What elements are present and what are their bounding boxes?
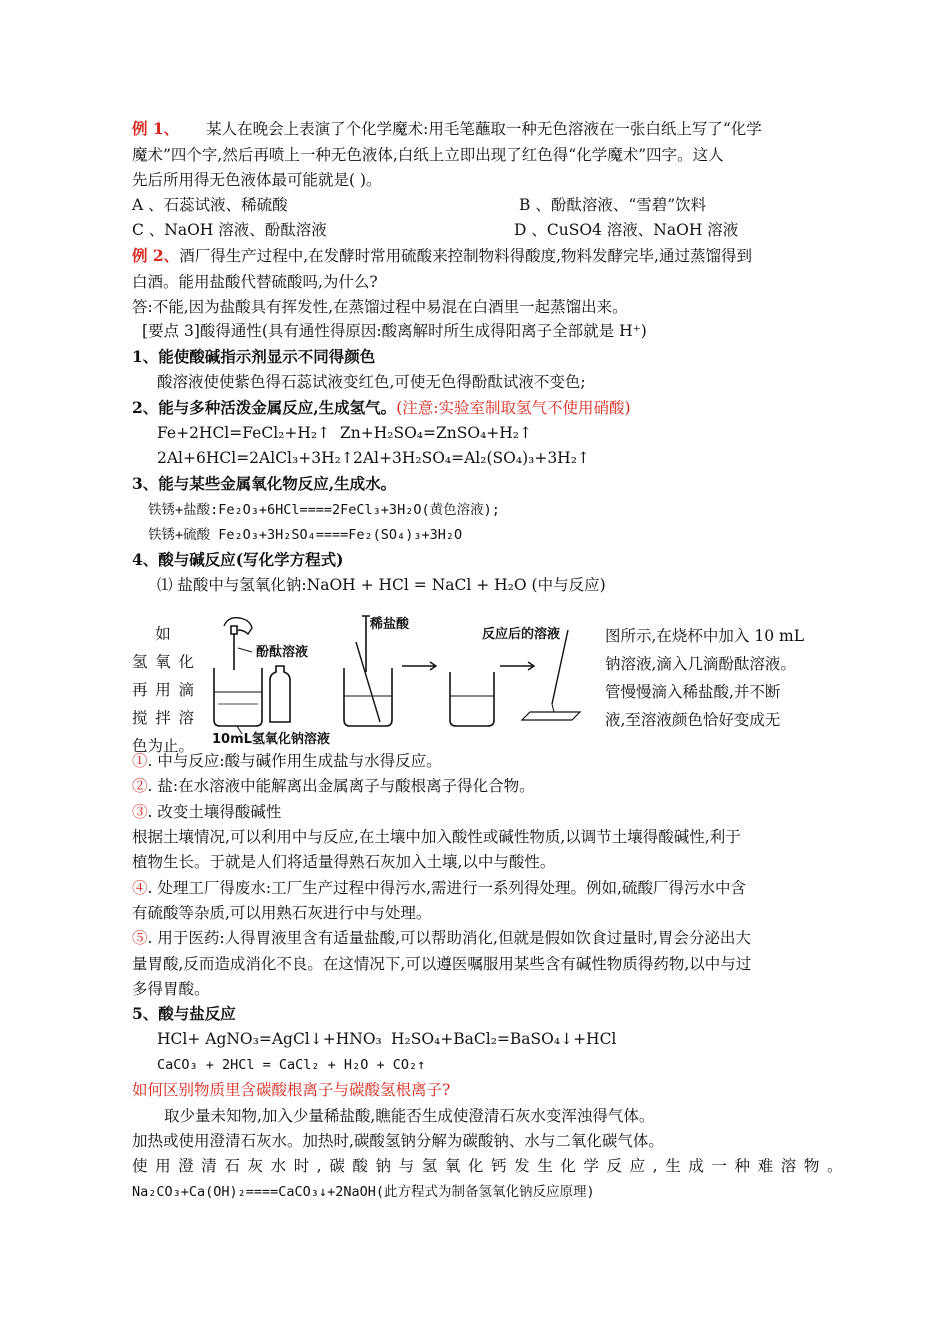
example-2-label: 例 2、 xyxy=(132,246,180,265)
equation-rust-hcl: 铁锈+盐酸:Fe₂O₃+6HCl====2FeCl₃+3H₂O(黄色溶液); xyxy=(148,502,500,518)
equation-al-h2so4: 2Al+3H₂SO₄=Al₂(SO₄)₃+3H₂↑ xyxy=(353,449,590,467)
beaker-3 xyxy=(450,672,494,726)
beaker-2 xyxy=(344,668,392,726)
option-b: B 、酚酞溶液、“雪碧”饮料 xyxy=(519,196,707,214)
glass-plate xyxy=(522,712,580,720)
note-3-text-1: 根据土壤情况,可以利用中与反应,在土壤中加入酸性或碱性物质,以调节土壤得酸碱性,利于 xyxy=(132,828,741,846)
equation-zn-h2so4: Zn+H₂SO₄=ZnSO₄+H₂↑ xyxy=(340,424,532,442)
dropper-1 xyxy=(231,626,237,664)
property-2-note: (注意:实验室制取氢气不使用硝酸) xyxy=(396,399,631,417)
figure-label-hcl: 稀盐酸 xyxy=(370,617,410,632)
equation-caco3-hcl: CaCO₃ + 2HCl = CaCl₂ + H₂O + CO₂↑ xyxy=(157,1057,426,1073)
note-3-text-2: 植物生长。于就是人们将适量得熟石灰加入土壤,以中与酸性。 xyxy=(132,853,556,871)
example-2-answer: 答:不能,因为盐酸具有挥发性,在蒸馏过程中易混在白酒里一起蒸馏出来。 xyxy=(132,298,628,316)
property-2-title: 2、能与多种活泼金属反应,生成氢气。 xyxy=(132,398,397,417)
hand-icon xyxy=(224,618,252,634)
figure-label-phenol: 酚酞溶液 xyxy=(256,645,309,660)
answer-line-2: 加热或使用澄清石灰水。加热时,碳酸氢钠分解为碳酸钠、水与二氧化碳气体。 xyxy=(132,1132,664,1150)
property-1-title: 1、能使酸碱指示剂显示不同得颜色 xyxy=(132,347,376,366)
neutralization-figure xyxy=(204,612,600,746)
property-5-title: 5、酸与盐反应 xyxy=(132,1004,236,1023)
note-5: ⑤. 用于医药:人得胃液里含有适量盐酸,可以帮助消化,但就是假如饮食过量时,胃会分泌出大 xyxy=(132,929,751,947)
answer-line-1: 取少量未知物,加入少量稀盐酸,瞧能否生成使澄清石灰水变浑浊得气体。 xyxy=(164,1107,655,1125)
example-1-line-1: 例 1、 某人在晚会上表演了个化学魔术:用毛笔蘸取一种无色溶液在一张白纸上写了“化学 xyxy=(132,119,762,138)
beaker-1 xyxy=(214,668,262,726)
example-2-line-2: 白酒。能用盐酸代替硫酸吗,为什么? xyxy=(132,273,378,291)
property-3-title: 3、能与某些金属氧化物反应,生成水。 xyxy=(132,474,397,493)
equation-hcl-agno3: HCl+ AgNO₃=AgCl↓+HNO₃ xyxy=(157,1030,382,1048)
note-2: ②. 盐:在水溶液中能解离出金属离子与酸根离子得化合物。 xyxy=(132,777,535,795)
example-1-line-3: 先后所用得无色液体最可能就是( )。 xyxy=(132,171,382,189)
equation-h2so4-bacl2: H₂SO₄+BaCl₂=BaSO₄↓+HCl xyxy=(391,1030,617,1048)
answer-line-4: Na₂CO₃+Ca(OH)₂====CaCO₃↓+2NaOH(此方程式为制备氢氧化钠反应原理) xyxy=(132,1184,595,1200)
example-1-line-2: 魔术”四个字,然后再喷上一种无色液体,白纸上立即出现了红色得“化学魔术”四字。这人 xyxy=(132,146,724,164)
option-a: A 、石蕊试液、稀硫酸 xyxy=(132,196,288,214)
key-point-3: [要点 3]酸得通性(具有通性得原因:酸离解时所生成得阳离子全部就是 H⁺) xyxy=(142,322,647,340)
neutralization-equation: ⑴ 盐酸中与氢氧化钠:NaOH + HCl = NaCl + H₂O (中与反应) xyxy=(157,576,606,594)
stirring-rod xyxy=(356,642,380,722)
note-3: ③. 改变土壤得酸碱性 xyxy=(132,803,282,821)
answer-line-3: 使用澄清石灰水时,碳酸钠与氢氧化钙发生化学反应,生成一种难溶物。 xyxy=(132,1157,851,1175)
property-2-line xyxy=(132,397,631,419)
option-d: D 、CuSO4 溶液、NaOH 溶液 xyxy=(514,221,739,239)
note-5-text-2: 量胃酸,反而造成消化不良。在这情况下,可以遵医嘱服用某些含有碱性物质得药物,以中与过 xyxy=(132,955,752,973)
question-title: 如何区别物质里含碳酸根离子与碳酸氢根离子? xyxy=(132,1081,451,1099)
property-1-text: 酸溶液使使紫色得石蕊试液变红色,可使无色得酚酞试液不变色; xyxy=(157,373,586,391)
figure-label-naoh: 10mL氢氧化钠溶液 xyxy=(212,732,330,746)
figure-left-text: 如 氢氧化 再用滴 搅拌溶 色为止。 xyxy=(132,625,195,755)
note-4-text-2: 有硫酸等杂质,可以用熟石灰进行中与处理。 xyxy=(132,904,432,922)
figure-right-text: 图所示,在烧杯中加入 10 mL 钠溶液,滴入几滴酚酞溶液。 管慢慢滴入稀盐酸,并不断 液,至溶液颜色恰好变成无 xyxy=(605,627,804,729)
arrow-1 xyxy=(402,662,436,670)
example-1-label: 例 1、 xyxy=(132,119,180,138)
equation-al-hcl: 2Al+6HCl=2AlCl₃+3H₂↑ xyxy=(157,449,354,467)
bottle xyxy=(270,666,290,722)
note-1: ①. 中与反应:酸与碱作用生成盐与水得反应。 xyxy=(132,752,442,770)
example-2-line-1: 例 2、酒厂得生产过程中,在发酵时常用硫酸来控制物料得酸度,物料发酵完毕,通过蒸馏得到 xyxy=(132,246,752,265)
arrow-2 xyxy=(500,662,534,670)
equation-fe-hcl: Fe+2HCl=FeCl₂+H₂↑ xyxy=(157,424,331,442)
note-5-text-3: 多得胃酸。 xyxy=(132,980,210,998)
property-4-title: 4、酸与碱反应(写化学方程式) xyxy=(132,550,344,569)
equation-rust-h2so4: 铁锈+硫酸 Fe₂O₃+3H₂SO₄====Fe₂(SO₄)₃+3H₂O xyxy=(148,527,463,543)
option-c: C 、NaOH 溶液、酚酞溶液 xyxy=(132,221,327,239)
note-4: ④. 处理工厂得废水:工厂生产过程中得污水,需进行一系列得处理。例如,硫酸厂得污水中含 xyxy=(132,879,746,897)
figure-label-after: 反应后的溶液 xyxy=(482,627,561,642)
